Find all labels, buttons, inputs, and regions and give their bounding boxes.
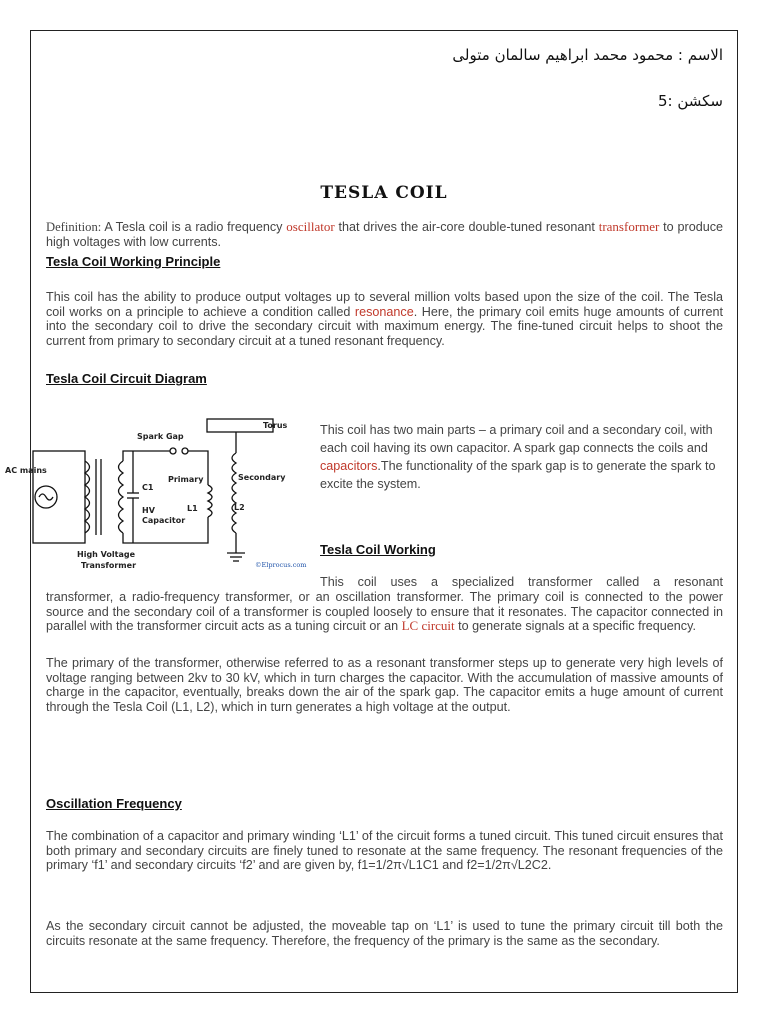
heading-oscillation-frequency: Oscillation Frequency [46,796,182,811]
secondary-coil-l2 [232,453,236,533]
working-text-2: to generate signals at a specific frequency. [454,619,696,634]
heading-circuit-diagram: Tesla Coil Circuit Diagram [46,371,207,386]
working-paragraph-1 [46,590,723,634]
oscillation-paragraph-2: As the secondary circuit cannot be adjusted, the moveable tap on ‘L1’ is used to tune the primary circuit till both the circuits resonate at the same frequency. Therefore, the frequency of the primary is the same as the secondary. [46,919,723,948]
definition-text-1: A Tesla coil is a radio frequency [101,220,287,234]
tesla-circuit-diagram [5,413,310,575]
primary-coil-l1 [208,485,212,517]
wire-to-spark-gap [123,451,170,461]
principle-text-1: This coil has the ability to produce output voltages up to several million volts based upon the size of the coil. The Tesla coil works on a principle to achieve a condition called [46,290,723,319]
label-high-voltage: High Voltage [77,550,136,559]
diagram-source-credit: ©Elprocus.com [255,561,307,569]
working-paragraph-2: The primary of the transformer, otherwise referred to as a resonant transformer steps up to generate very high levels of voltage ranging between 2kv to 30 kV, which in turn charges the capacitor. With the accumulation of massive amounts of charge in the capacitor, eventually, breaks down the air of the spark gap. The capacitor emits a huge amount of current through the Tesla Coil (L1, L2), which in turn generates a high voltage at the output. [46,656,723,714]
label-l2: L2 [234,503,245,512]
diagram-description [320,421,723,493]
working-lead-line: This coil uses a specialized transformer called a resonant [320,575,723,589]
label-hv: HV [142,506,155,515]
working-text-1: transformer, a radio-frequency transformer, or an oscillation transformer. The primary coil is connected to the power source and the secondary coil of a transformer is coupled loosely to ensure that it resonates. The capacitor connected in parallel with the transformer circuit acts as a tuning circuit or an [46,590,723,634]
diagram-text-2: .The functionality of the spark gap is to generate the spark to excite the system. [320,459,716,491]
label-transformer: Transformer [81,561,137,570]
principle-paragraph [46,290,723,348]
label-l1: L1 [187,504,198,513]
definition-label: Definition: [46,220,102,234]
lc-circuit-link[interactable]: LC circuit [401,618,455,634]
label-ac-mains: AC mains [5,466,47,475]
heading-coil-working: Tesla Coil Working [320,542,436,557]
capacitors-link[interactable]: capacitors [320,459,378,473]
spark-gap-left [170,448,176,454]
oscillator-link[interactable]: oscillator [286,219,335,234]
definition-paragraph [46,220,723,249]
spark-gap-right [182,448,188,454]
label-secondary: Secondary [238,473,286,482]
transformer-primary-winding [85,461,90,533]
label-spark-gap: Spark Gap [137,432,184,441]
heading-working-principle: Tesla Coil Working Principle [46,254,221,269]
student-name: الاسم : محمود محمد ابراهيم سالمان متولى [452,46,723,64]
definition-text-2: that drives the air-core double-tuned resonant [334,220,599,234]
page-title: TESLA COIL [320,183,448,203]
definition-text-3: to produce high voltages with low currents. [46,220,724,249]
label-torus: Torus [263,421,288,430]
principle-text-2: . Here, the primary coil emits huge amounts of current into the secondary coil to drive the secondary circuit with maximum energy. The fine-tuned circuit helps to shoot the current from primary to secondary circuit at a tuned resonant frequency. [46,304,724,348]
label-capacitor: Capacitor [142,516,186,525]
diagram-text-1: This coil has two main parts – a primary coil and a secondary coil, with each coil having its own capacitor. A spark gap connects the coils and [320,423,713,455]
transformer-secondary-winding [119,461,124,533]
label-c1: C1 [142,483,154,492]
label-primary: Primary [168,475,204,484]
resonance-link[interactable]: resonance [354,304,414,319]
section-number: سكشن :5 [657,92,723,110]
transformer-link[interactable]: transformer [598,219,660,234]
oscillation-paragraph-1: The combination of a capacitor and primary winding ‘L1’ of the circuit forms a tuned circuit. This tuned circuit ensures that both primary and secondary circuits are finely tuned to resonate at the same frequency. The resonant frequencies of the primary ‘f1’ and secondary circuits ‘f2’ and are given by, f1=1/2π√L1C1 and f2=1/2π√L2C2. [46,829,723,873]
